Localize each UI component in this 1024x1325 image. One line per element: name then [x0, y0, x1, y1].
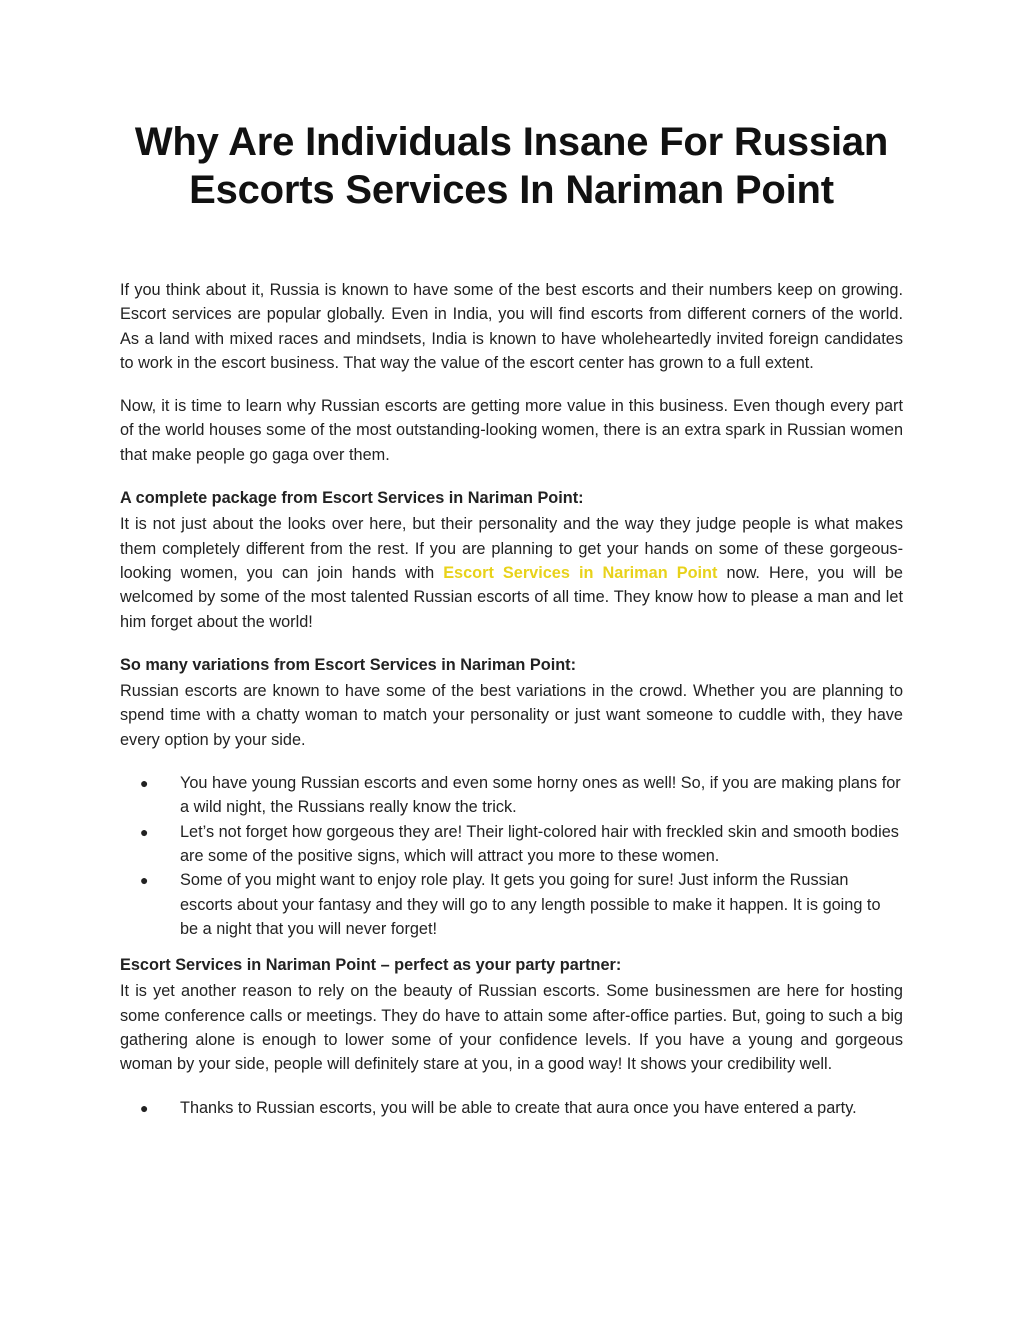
list-item-text: Thanks to Russian escorts, you will be able to create that aura once you have entered a party.	[180, 1098, 857, 1117]
section-1-heading: A complete package from Escort Services in Nariman Point:	[120, 489, 584, 508]
list-item-text: You have young Russian escorts and even some horny ones as well! So, if you are making plans for a wild night, the Russians really know the trick.	[180, 774, 901, 817]
bullet-icon: ●	[140, 1099, 149, 1116]
list-item	[120, 771, 903, 820]
section-3-bullet-list	[120, 1096, 903, 1120]
list-item	[120, 868, 903, 941]
section-2-heading: So many variations from Escort Services in Nariman Point:	[120, 655, 577, 674]
section-2-paragraph: Russian escorts are known to have some of the best variations in the crowd. Whether you are planning to spend time with a chatty woman to match your personality or just want someone to cuddle with, they have every option by your side.	[120, 682, 903, 749]
section-3-paragraph: It is yet another reason to rely on the beauty of Russian escorts. Some businessmen are here for hosting some conference calls or meetings. They do have to attain some after-office parties. But, going to such a big gathering alone is enough to lower some of your confidence levels. If you have a young and gorgeous woman by your side, people will definitely stare at you, in a good way! It shows your credibility well.	[120, 982, 903, 1074]
section-1-text-after: now. Here, you will be welcomed by some of the most talented Russian escorts of all time. They know how to please a man and let him forget about the world!	[120, 563, 903, 631]
section-2-bullet-list	[120, 771, 903, 941]
list-item-text: Some of you might want to enjoy role play. It gets you going for sure! Just inform the Russian escorts about your fantasy and they will go to any length possible to make it happen. It is going to be a night that you will never forget!	[180, 871, 881, 938]
page-title: Why Are Individuals Insane For Russian Escorts Services In Nariman Point	[134, 120, 889, 212]
bullet-icon: ●	[140, 872, 149, 889]
list-item	[120, 1096, 903, 1120]
intro-paragraph-1: If you think about it, Russia is known to have some of the best escorts and their numbers keep on growing. Escort services are popular globally. Even in India, you will find escorts from different corners of the world. As a land with mixed races and mindsets, India is known to have wholeheartedly invited foreign candidates to work in the escort business. That way the value of the escort center has grown to a full extent.	[120, 281, 903, 372]
section-1-paragraph	[120, 512, 903, 633]
document-body	[120, 278, 903, 1132]
intro-paragraph-2: Now, it is time to learn why Russian escorts are getting more value in this business. Even though every part of the world houses some of the most outstanding-looking women, there is an extra spark in Russian women that make people go gaga over them.	[120, 397, 903, 464]
list-item-text: Let’s not forget how gorgeous they are! Their light-colored hair with freckled skin and smooth bodies are some of the positive signs, which will attract you more to these women.	[180, 822, 899, 865]
bullet-icon: ●	[140, 823, 149, 840]
escort-services-link[interactable]: Escort Services in Nariman Point	[443, 563, 718, 582]
section-3-heading: Escort Services in Nariman Point – perfect as your party partner:	[120, 956, 622, 975]
list-item	[120, 820, 903, 869]
bullet-icon: ●	[140, 775, 149, 792]
section-1-text-before: It is not just about the looks over here, but their personality and the way they judge people is what makes them completely different from the rest. If you are planning to get your hands on some of these gorgeous-looking women, you can join hands with	[120, 515, 903, 582]
